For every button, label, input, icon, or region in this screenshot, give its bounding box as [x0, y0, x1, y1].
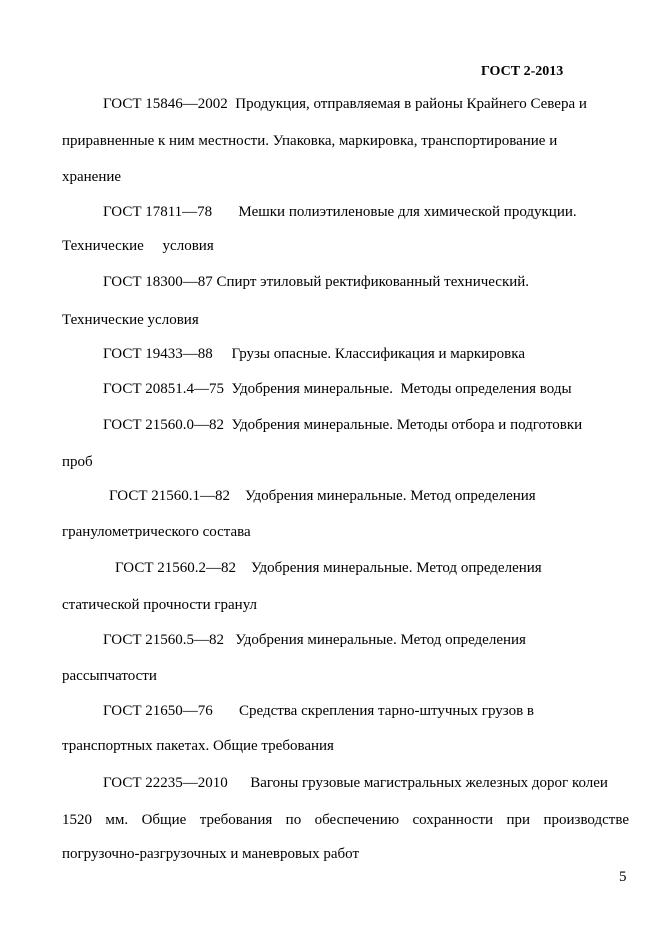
text-line: ГОСТ 21560.1—82 Удобрения минеральные. Метод определения	[109, 488, 536, 504]
text-line: транспортных пакетах. Общие требования	[62, 738, 334, 754]
text-line: рассыпчатости	[62, 668, 157, 684]
text-line: ГОСТ 22235—2010 Вагоны грузовые магистральных железных дорог колеи	[103, 775, 608, 791]
text-line: ГОСТ 21560.5—82 Удобрения минеральные. Метод определения	[103, 632, 526, 648]
text-line: ГОСТ 17811—78 Мешки полиэтиленовые для химической продукции.	[103, 204, 577, 220]
text-line: ГОСТ 21560.2—82 Удобрения минеральные. Метод определения	[115, 560, 542, 576]
text-line: хранение	[62, 169, 122, 185]
text-line: приравненные к ним местности. Упаковка, маркировка, транспортирование и	[62, 133, 558, 149]
document-code-header: ГОСТ 2-2013	[481, 64, 564, 79]
text-line: статической прочности гранул	[62, 597, 258, 613]
text-line: погрузочно-разгрузочных и маневровых работ	[62, 846, 360, 862]
text-line: ГОСТ 15846—2002 Продукция, отправляемая в районы Крайнего Севера и	[103, 96, 587, 112]
text-line: ГОСТ 21560.0—82 Удобрения минеральные. Методы отбора и подготовки	[103, 417, 583, 433]
text-line: ГОСТ 20851.4—75 Удобрения минеральные. Методы определения воды	[103, 381, 572, 397]
text-line: проб	[62, 454, 93, 470]
text-line: ГОСТ 19433—88 Грузы опасные. Классификация и маркировка	[103, 346, 525, 362]
text-line: Технические условия	[62, 312, 199, 328]
text-line: ГОСТ 18300—87 Спирт этиловый ректификованный технический.	[103, 274, 530, 290]
page-number: 5	[619, 869, 627, 885]
text-line: гранулометрического состава	[62, 524, 251, 540]
text-line: Технические условия	[62, 238, 214, 254]
text-line: 1520 мм. Общие требования по обеспечению сохранности при производстве	[62, 812, 629, 828]
text-line: ГОСТ 21650—76 Средства скрепления тарно-штучных грузов в	[103, 703, 534, 719]
